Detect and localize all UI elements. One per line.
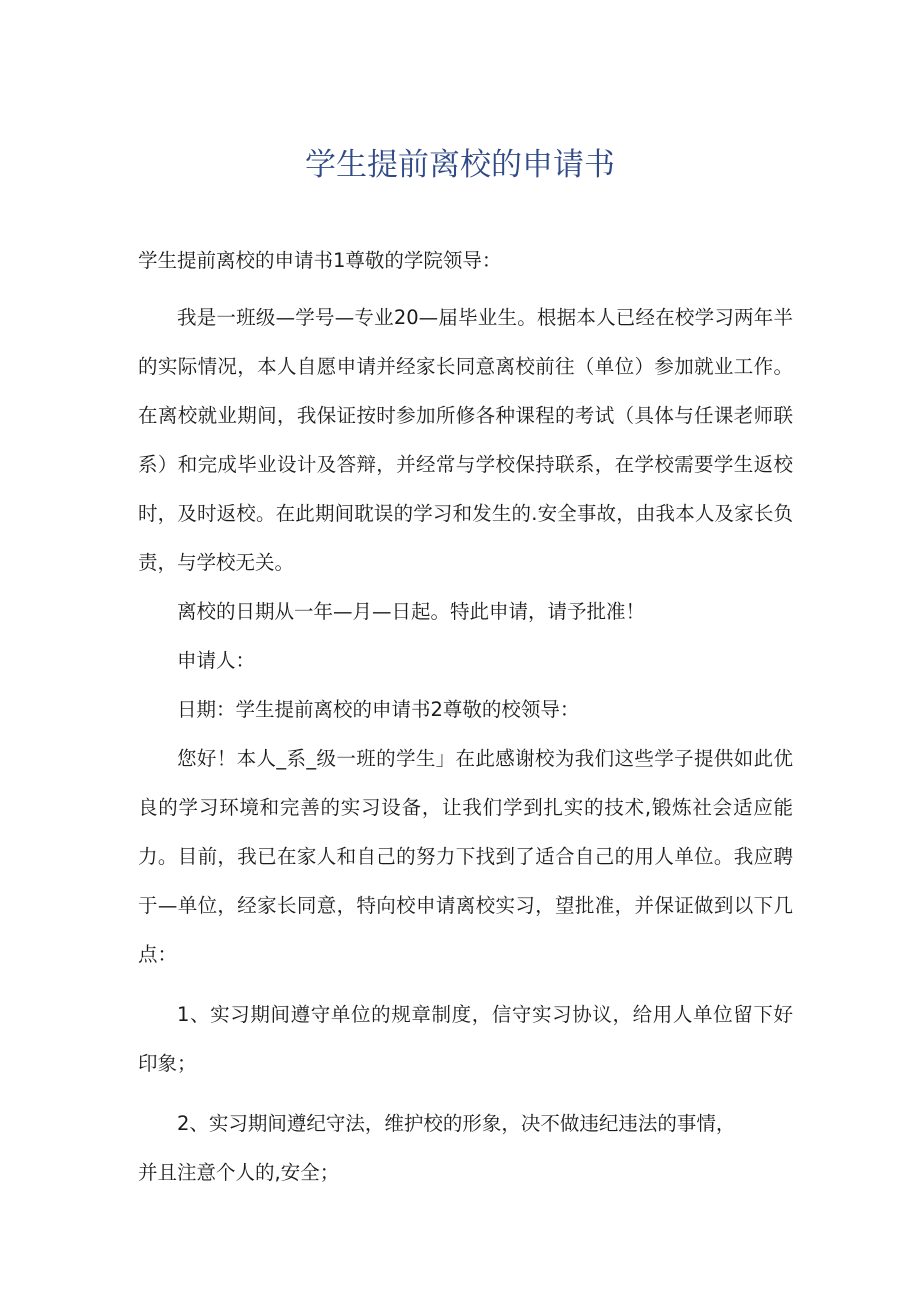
paragraph-leave-date: 离校的日期从一年—月—日起。特此申请，请予批准！: [177, 600, 646, 623]
paragraph-date-salutation-2: 日期：学生提前离校的申请书2尊敬的校领导：: [177, 698, 580, 721]
paragraph-salutation-1: 学生提前离校的申请书1尊敬的学院领导：: [138, 249, 502, 272]
document-body: [138, 236, 793, 1197]
paragraph-item-2-continued: 并且注意个人的,安全；: [138, 1161, 340, 1184]
document-title: 学生提前离校的申请书: [305, 147, 615, 183]
paragraph-application-1: 我是一班级—学号—专业20—届毕业生。根据本人已经在校学习两年半的实际情况，本人自愿申请并经家长同意离校前往（单位）参加就业工作。在离校就业期间，我保证按时参加所修各种课程的考试（具体与任课老师联系）和完成毕业设计及答辩，并经常与学校保持联系，在学校需要学生返校时，及时返校。在此期间耽误的学习和发生的.安全事故，由我本人及家长负责，与学校无关。: [138, 306, 793, 574]
paragraph-applicant: 申请人：: [177, 649, 256, 672]
paragraph-item-1: 1、实习期间遵守单位的规章制度，信守实习协议，给用人单位留下好印象；: [138, 1003, 793, 1075]
paragraph-item-2: 2、实习期间遵纪守法，维护校的形象，决不做违纪违法的事情，: [177, 1112, 736, 1135]
paragraph-application-2: 您好！本人_系_级一班的学生」在此感谢校为我们这些学子提供如此优良的学习环境和完善的实习设备，让我们学到扎实的技术,锻炼社会适应能力。目前，我已在家人和自己的努力下找到了适合自己的用人单位。我应聘于—单位，经家长同意，特向校申请离校实习，望批准，并保证做到以下几点：: [138, 747, 793, 966]
